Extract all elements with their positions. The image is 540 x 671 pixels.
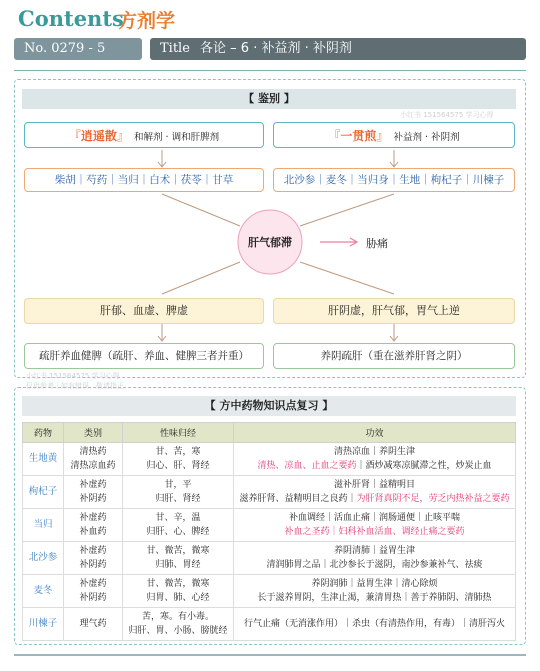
- herb-name: 麦冬: [23, 575, 64, 608]
- col-effects: 功效: [234, 423, 516, 443]
- herb-category: 理气药: [64, 608, 123, 641]
- herb-properties: 甘、微苦，微寒 归肺、胃经: [123, 542, 234, 575]
- watermark-3: 小红书 151564575 学习心得: [26, 372, 120, 380]
- watermark-1: 小红书 151564575 学习心得: [400, 111, 494, 119]
- table-row: [23, 542, 516, 575]
- table-row: [23, 476, 516, 509]
- bracket-close: 』: [376, 129, 389, 143]
- compare-heading: 【 鉴别 】: [22, 89, 516, 109]
- herb-effects: 清热凉血｜养阴生津 清热、凉血、止血之要药｜酒炒减寒凉腻滞之性，炒炭止血: [234, 443, 516, 476]
- bracket-open: 『: [68, 129, 81, 143]
- pathology-box-right: 肝阴虚，肝气郁，胃气上逆: [273, 298, 515, 324]
- pathology-box-left: 肝郁、血虚、脾虚: [24, 298, 264, 324]
- symptom-label: 胁痛: [366, 237, 388, 250]
- herbs-box-left: 柴胡｜芍药｜当归｜白术｜茯苓｜甘草: [24, 168, 264, 192]
- formula-category-right: 补益剂 · 补阴剂: [393, 132, 460, 143]
- col-herb: 药物: [23, 423, 64, 443]
- herb-table: [22, 422, 516, 641]
- divider-bottom: [14, 654, 526, 656]
- table-row: [23, 443, 516, 476]
- herb-category: 补虚药 补阴药: [64, 575, 123, 608]
- formula-name-left: 逍遥散: [80, 129, 117, 143]
- treatment-box-right: 养阴疏肝（重在滋养肝肾之阴）: [273, 343, 515, 369]
- title-text: 各论 – 6 · 补益剂 · 补阴剂: [200, 41, 352, 56]
- contents-title: Contents: [18, 6, 124, 31]
- herb-properties: 苦，寒。有小毒。 归肝、胃、小肠、膀胱经: [123, 608, 234, 641]
- herb-category: 补虚药 补血药: [64, 509, 123, 542]
- watermark-4: 仅供参考｜如有错误，敬请指正: [26, 382, 124, 390]
- formula-name-right: 一贯煎: [340, 129, 377, 143]
- table-row: [23, 575, 516, 608]
- herb-properties: 甘、微苦，微寒 归胃、肺、心经: [123, 575, 234, 608]
- herb-category: 补虚药 补阴药: [64, 542, 123, 575]
- subject-title: 方剂学: [118, 10, 176, 32]
- herb-properties: 甘，平 归肝、肾经: [123, 476, 234, 509]
- herb-category: 补虚药 补阴药: [64, 476, 123, 509]
- herb-name: 生地黄: [23, 443, 64, 476]
- herb-name: 川楝子: [23, 608, 64, 641]
- table-row: [23, 509, 516, 542]
- herb-effects: 养阴润肺｜益胃生津｜清心除烦 长于滋养胃阴，生津止渴，兼清胃热｜善于养肺阴、清肺热: [234, 575, 516, 608]
- col-properties: 性味归经: [123, 423, 234, 443]
- herb-category: 清热药 清热凉血药: [64, 443, 123, 476]
- herb-effects: 行气止痛（无消涨作用）｜杀虫（有清热作用，有毒）｜清肝泻火: [234, 608, 516, 641]
- treatment-box-left: 疏肝养血健脾（疏肝、养血、健脾三者并重）: [24, 343, 264, 369]
- bracket-open: 『: [328, 129, 341, 143]
- herbs-box-right: 北沙参｜麦冬｜当归身｜生地｜枸杞子｜川楝子: [273, 168, 515, 192]
- col-category: 类别: [64, 423, 123, 443]
- herb-effects: 补血调经｜活血止痛｜润肠通便｜止咳平喘 补血之圣药｜妇科补血活血、调经止痛之要药: [234, 509, 516, 542]
- knowledge-heading: 【 方中药物知识点复习 】: [22, 396, 516, 416]
- table-row: [23, 608, 516, 641]
- herb-name: 枸杞子: [23, 476, 64, 509]
- formula-category-left: 和解剂 · 调和肝脾剂: [134, 132, 220, 143]
- herb-name: 北沙参: [23, 542, 64, 575]
- herb-name: 当归: [23, 509, 64, 542]
- herb-effects: 养阴清肺｜益胃生津 清润肺胃之品｜北沙参长于滋阴，南沙参兼补气、祛痰: [234, 542, 516, 575]
- center-pathology: 肝气郁滞: [248, 236, 292, 249]
- bracket-close: 』: [116, 129, 129, 143]
- herb-properties: 甘、辛，温 归肝、心、脾经: [123, 509, 234, 542]
- note-number: No. 0279 - 5: [14, 38, 142, 60]
- herb-effects: 滋补肝肾｜益精明目 滋养肝肾、益精明目之良药｜为肝肾真阴不足，劳乏内热补益之要药: [234, 476, 516, 509]
- herb-properties: 甘、苦，寒 归心、肝、肾经: [123, 443, 234, 476]
- title-label: Title: [160, 41, 190, 56]
- table-header-row: [23, 423, 516, 443]
